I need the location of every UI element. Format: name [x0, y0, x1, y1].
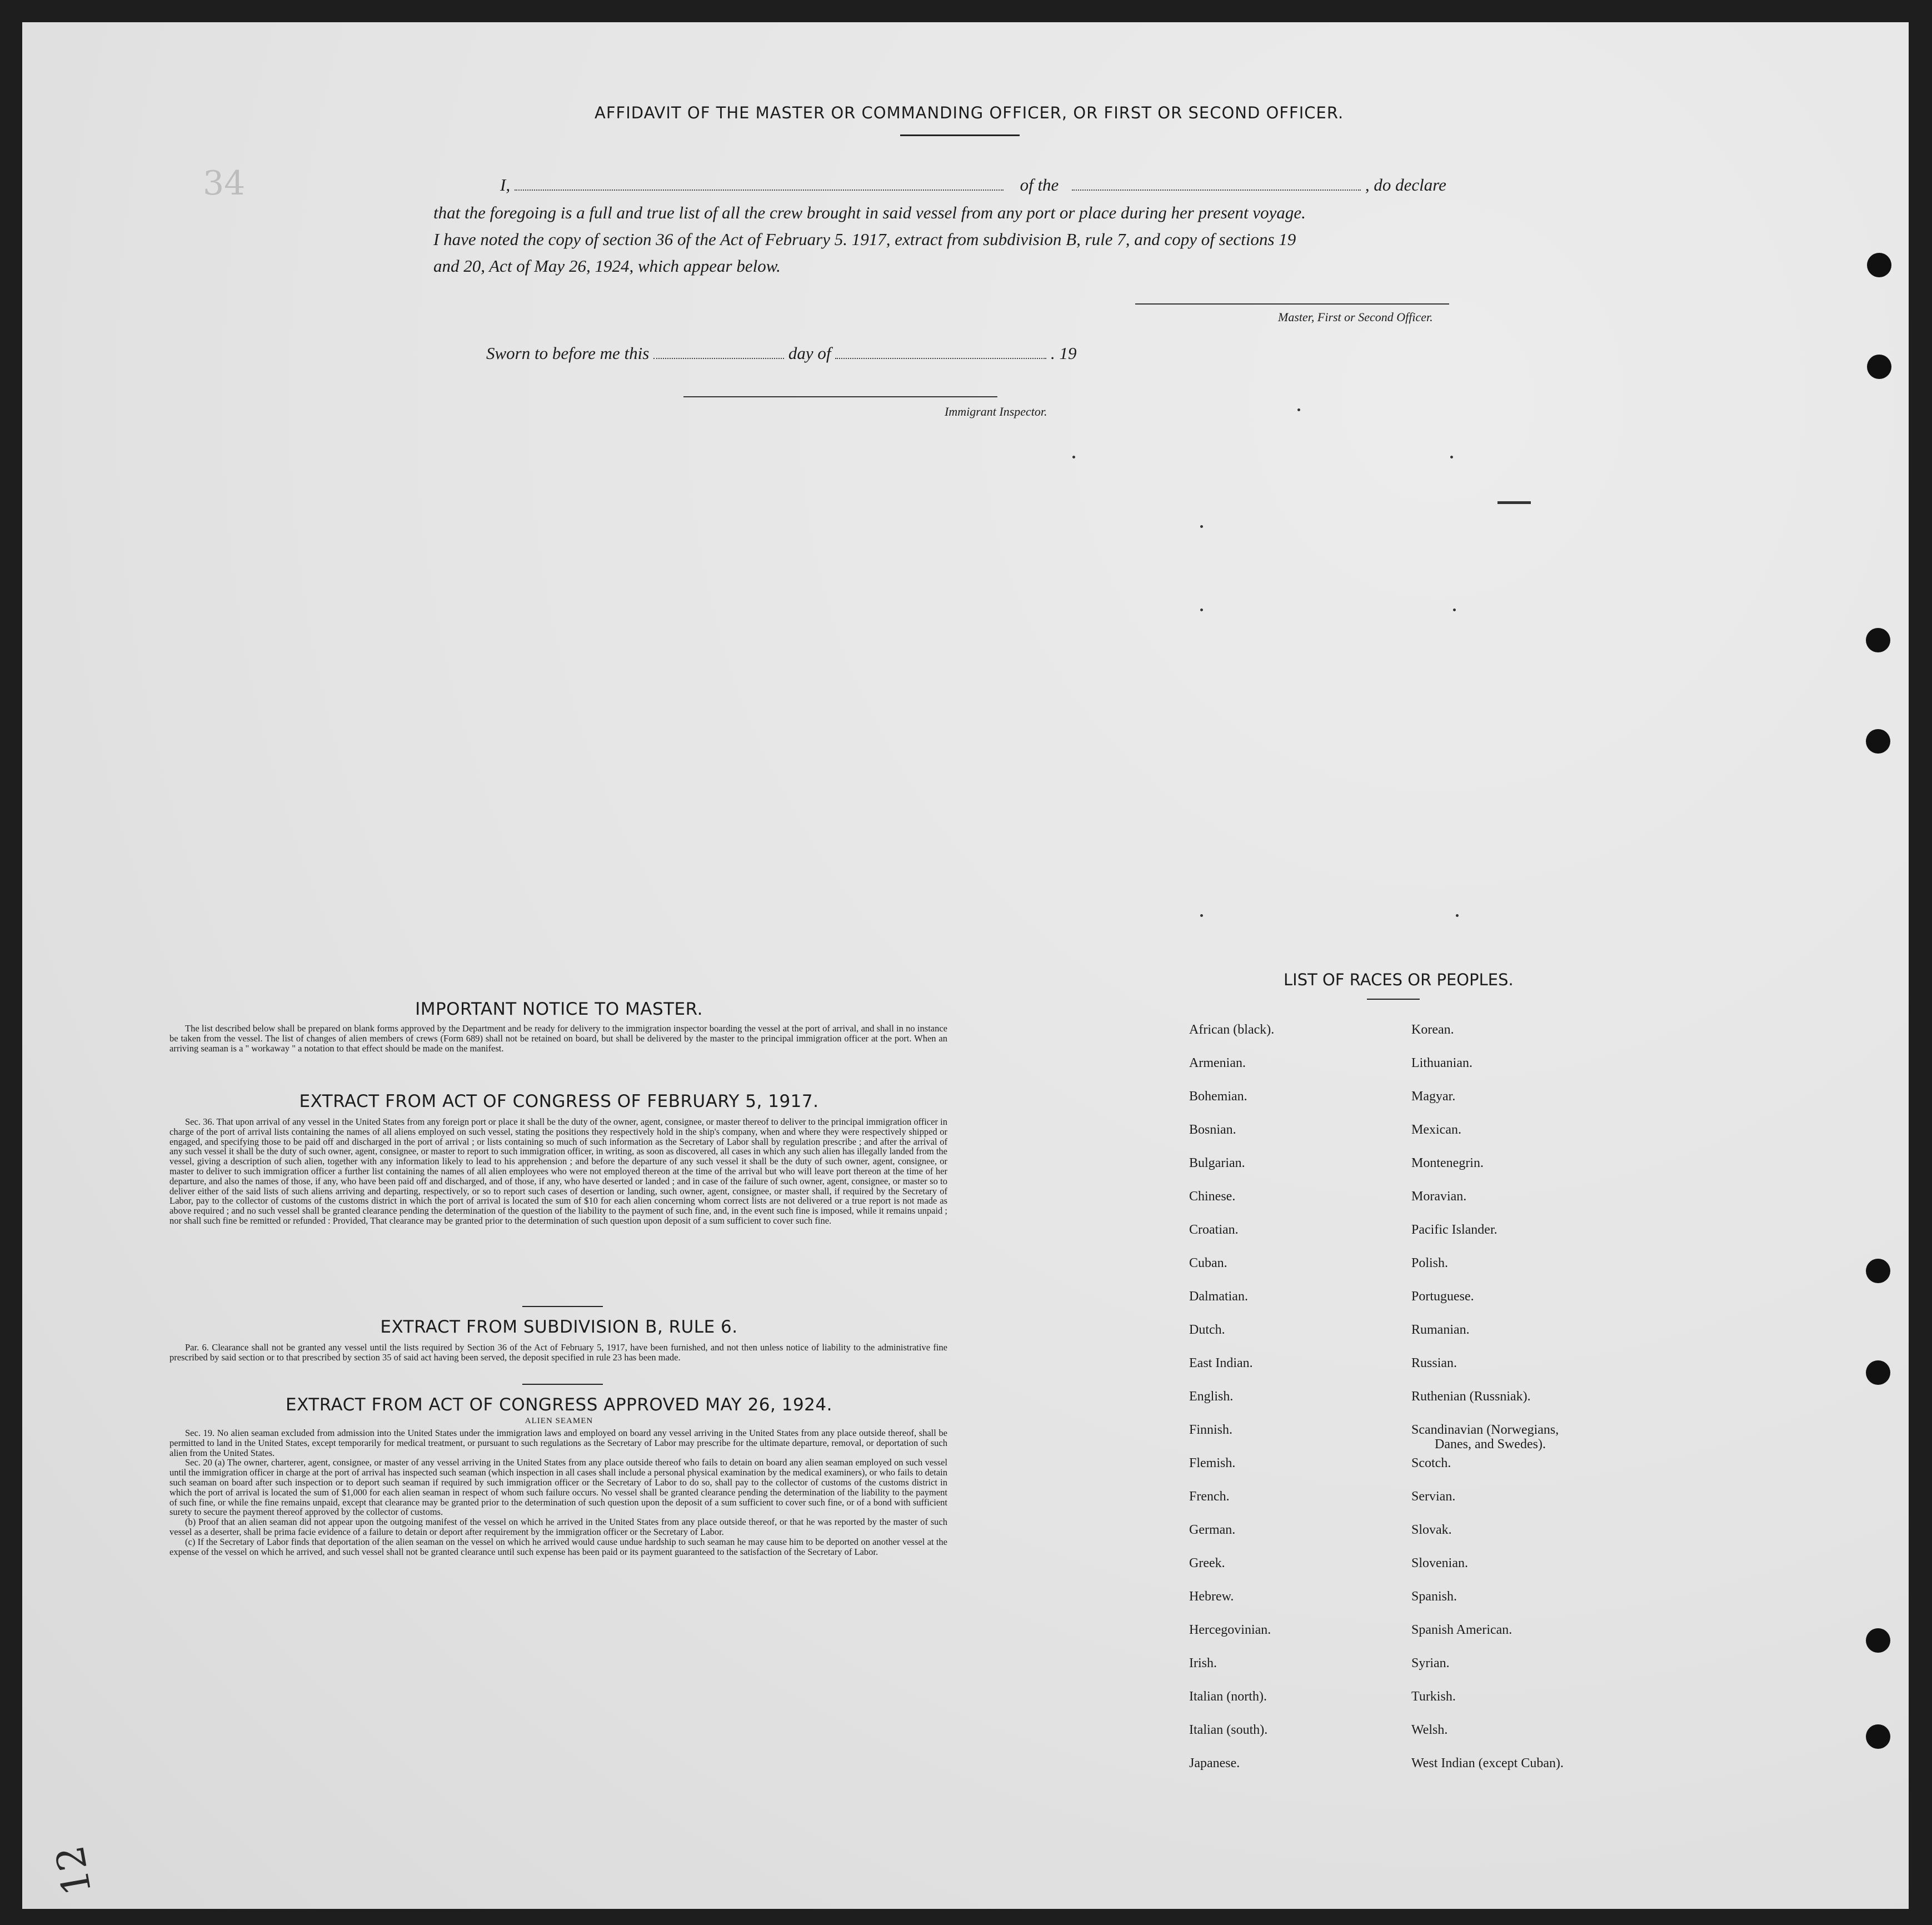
race-item: Irish.: [1189, 1656, 1217, 1670]
notice-paragraph: The list described below shall be prepared on blank forms approved by the Department and be ready for delivery to the immigration inspector boarding the vessel at the port of arrival, and shall in no instance be taken from the vessel. The list of changes of alien members of crews (Form 689) shall not be retained on board, but shall be delivered by the master to the principal immigration officer at the port. When an arriving seaman is a " workaway " a notation to that effect should be made on the manifest.: [169, 1023, 947, 1054]
race-item: Slovenian.: [1411, 1556, 1468, 1570]
race-item: Lithuanian.: [1411, 1056, 1472, 1070]
race-item: Moravian.: [1411, 1189, 1467, 1204]
race-item: Croatian.: [1189, 1223, 1239, 1237]
race-item: African (black).: [1189, 1023, 1275, 1037]
par-6-paragraph: Par. 6. Clearance shall not be granted any vessel until the lists required by Section 36 of the Act of February 5, 1917, have been furnished, and not then unless notice of liability to the administrative fine prescribed by said section or to that prescribed by section 35 of said act having been served, the deposit specified in rule 23 has been made.: [169, 1342, 947, 1363]
race-item: Spanish American.: [1411, 1623, 1512, 1637]
sworn-month-blank[interactable]: [835, 355, 1046, 359]
race-item: Servian.: [1411, 1489, 1456, 1504]
race-item: Japanese.: [1189, 1756, 1240, 1771]
affidavit-declare-label: , do declare: [1365, 175, 1446, 195]
extract-1917-title: EXTRACT FROM ACT OF CONGRESS OF FEBRUARY 5, 1917.: [299, 1091, 819, 1111]
race-item: German.: [1189, 1523, 1236, 1537]
race-item: Dutch.: [1189, 1323, 1225, 1337]
race-item: Magyar.: [1411, 1089, 1456, 1104]
race-item: Italian (south).: [1189, 1723, 1268, 1737]
binder-hole: [1866, 1259, 1890, 1283]
race-item: Russian.: [1411, 1356, 1457, 1370]
speck: [1072, 456, 1075, 458]
sworn-label: Sworn to before me this: [486, 343, 650, 363]
important-notice-body: [169, 1024, 947, 1053]
divider: [522, 1384, 603, 1385]
race-item: Welsh.: [1411, 1723, 1448, 1737]
sec-20a-paragraph: Sec. 20 (a) The owner, charterer, agent, consignee, or master of any vessel arriving in the United States from any place outside thereof who fails to detain on board any alien seaman employed on such vessel until the immigration officer in charge at the port of arrival has inspected such seaman (which inspection in all cases shall include a personal physical examination by the medical examiners), or who fails to detain such seaman on board after such inspection or to deport such seaman if required by such immigration officer or the Secretary of Labor to do so, shall pay to the collector of customs of the customs district in which the port of arrival is located the sum of $1,000 for each alien seaman in respect of whom such failure occurs. No vessel shall be granted clearance pending the determination of the liability to the payment of such fine, or while the fine remains unpaid, except that clearance may be granted prior to the determination of such question upon the deposit of a sum sufficient to cover such fine, or of a bond with sufficient surety to secure the payment thereof approved by the collector of customs.: [169, 1457, 947, 1518]
divider: [900, 134, 1020, 136]
alien-seamen-subtitle: ALIEN SEAMEN: [525, 1417, 593, 1425]
race-item-continuation: Danes, and Swedes).: [1435, 1437, 1546, 1452]
binder-hole: [1866, 1724, 1890, 1749]
affidavit-i-label: I,: [500, 175, 511, 195]
binder-hole: [1866, 729, 1890, 754]
master-signature-caption: Master, First or Second Officer.: [1278, 310, 1433, 324]
race-item: Polish.: [1411, 1256, 1449, 1270]
race-item: Hebrew.: [1189, 1589, 1234, 1604]
manifest-page: [22, 22, 1909, 1909]
race-item: Finnish.: [1189, 1423, 1233, 1437]
extract-1924-title: EXTRACT FROM ACT OF CONGRESS APPROVED MAY 26, 1924.: [286, 1395, 832, 1415]
divider: [1367, 999, 1420, 1000]
ink-smudge: [1497, 501, 1531, 504]
race-item: Korean.: [1411, 1023, 1454, 1037]
race-item: Syrian.: [1411, 1656, 1450, 1670]
race-item: English.: [1189, 1389, 1234, 1404]
race-item: Cuban.: [1189, 1256, 1227, 1270]
extract-rule6-title: EXTRACT FROM SUBDIVISION B, RULE 6.: [380, 1317, 738, 1337]
year-label: . 19: [1050, 343, 1077, 363]
sec-36-paragraph: Sec. 36. That upon arrival of any vessel in the United States from any foreign port or place it shall be the duty of the owner, agent, consignee, or master thereof to deliver to the principal immigration officer in charge of the port of arrival lists containing the names of all aliens employed on such vessel, stating the positions they respectively hold in the ship's company, when and where they were respectively shipped or engaged, and specifying those to be paid off and discharged in the port of arrival ; or lists containing so much of such information as the Secretary of Labor shall by regulation prescribe ; and after the arrival of any such vessel it shall be the duty of such owner, agent, consignee, or master to report to such immigration officer, in writing, as soon as discovered, all cases in which any such alien has illegally landed from the vessel, giving a description of such alien, together with any information likely to lead to his apprehension ; and before the departure of any such vessel it shall be the duty of such owner, agent, consignee, or master to deliver to such immigration officer a further list containing the names of all alien employees who were not employed thereon at the time of the arrival but who will leave port thereon at the time of her departure, and also the names of those, if any, who have been paid off and discharged, and of those, if any, who have deserted or landed ; and in case of the failure of such owner, agent, consignee, or master so to deliver either of the said lists of such aliens arriving and departing, respectively, or so to report such cases of desertion or landing, such owner, agent, consignee, or master shall, if required by the Secretary of Labor, pay to the collector of customs of the customs district in which the port of arrival is located the sum of $10 for each alien concerning whom correct lists are not delivered or a true report is not made as above required ; and no such vessel shall be granted clearance pending the determination of the question of the liability to the payment of such fine, and, in the event such fine is imposed, while it remains unpaid ; nor shall such fine be remitted or refunded : Provided, That clearance may be granted prior to the determination of such question upon deposit of a sum sufficient to cover such fine.: [169, 1116, 947, 1226]
races-title: LIST OF RACES OR PEOPLES.: [1284, 970, 1514, 989]
speck: [1297, 408, 1300, 411]
race-item: French.: [1189, 1489, 1230, 1504]
race-item: Scandinavian (Norwegians,: [1411, 1423, 1559, 1437]
binder-hole: [1866, 1360, 1890, 1385]
sec-20b-paragraph: (b) Proof that an alien seaman did not appear upon the outgoing manifest of the vessel on which he arrived in the United States from any place outside thereof, or that he was reported by the master of such vessel as a deserter, shall be prima facie evidence of a failure to detain or deport after requirement by the immigration officer or the Secretary of Labor.: [169, 1517, 947, 1537]
race-item: Spanish.: [1411, 1589, 1457, 1604]
race-item: Pacific Islander.: [1411, 1223, 1497, 1237]
race-item: Italian (north).: [1189, 1689, 1267, 1704]
affidavit-declaration-line: [500, 175, 1446, 195]
race-item: Scotch.: [1411, 1456, 1451, 1470]
race-item: Bulgarian.: [1189, 1156, 1245, 1170]
handwritten-page-number: 34: [203, 164, 246, 203]
speck: [1450, 456, 1453, 458]
speck: [1456, 914, 1459, 917]
sworn-line: [486, 343, 1076, 363]
affidavit-text-line: and 20, Act of May 26, 1924, which appear below.: [433, 256, 781, 276]
inspector-signature-line[interactable]: [683, 396, 997, 397]
affidavit-title: AFFIDAVIT OF THE MASTER OR COMMANDING OFFICER, OR FIRST OR SECOND OFFICER.: [595, 103, 1344, 122]
race-item: Hercegovinian.: [1189, 1623, 1271, 1637]
speck: [1200, 609, 1203, 611]
race-item: Montenegrin.: [1411, 1156, 1484, 1170]
race-item: Mexican.: [1411, 1123, 1461, 1137]
speck: [1453, 609, 1456, 611]
extract-1924-body: [169, 1428, 947, 1557]
race-item: East Indian.: [1189, 1356, 1253, 1370]
binder-hole: [1866, 628, 1890, 652]
race-item: Slovak.: [1411, 1523, 1452, 1537]
race-item: Dalmatian.: [1189, 1289, 1248, 1304]
race-item: West Indian (except Cuban).: [1411, 1756, 1564, 1771]
binder-hole: [1867, 253, 1891, 277]
affidavit-text-line: that the foregoing is a full and true list of all the crew brought in said vessel from any port or place during her present voyage.: [433, 203, 1306, 222]
inspector-signature-caption: Immigrant Inspector.: [945, 405, 1047, 418]
name-blank[interactable]: [515, 186, 1004, 191]
race-item: Greek.: [1189, 1556, 1225, 1570]
master-signature-line[interactable]: [1135, 303, 1449, 305]
vessel-blank[interactable]: [1072, 186, 1361, 191]
speck: [1200, 525, 1203, 528]
important-notice-title: IMPORTANT NOTICE TO MASTER.: [415, 999, 703, 1019]
affidavit-text-line: I have noted the copy of section 36 of the Act of February 5. 1917, extract from subdivision B, rule 7, and copy of sections 19: [433, 230, 1296, 249]
race-item: Bosnian.: [1189, 1123, 1236, 1137]
race-item: Chinese.: [1189, 1189, 1236, 1204]
handwritten-corner-mark: 12: [47, 1842, 101, 1899]
affidavit-of-label: of the: [1020, 175, 1059, 195]
race-item: Turkish.: [1411, 1689, 1456, 1704]
extract-rule6-body: [169, 1343, 947, 1363]
binder-hole: [1867, 355, 1891, 379]
binder-hole: [1866, 1628, 1890, 1653]
sworn-day-blank[interactable]: [653, 355, 784, 359]
sec-19-paragraph: Sec. 19. No alien seaman excluded from admission into the United States under the immigration laws and employed on board any vessel arriving in the United States from any place outside thereof, shall be permitted to land in the United States, except temporarily for medical treatment, or pursuant to such regulations as the Secretary of Labor may prescribe for the ultimate departure, removal, or deportation of such alien from the United States.: [169, 1428, 947, 1458]
extract-1917-body: [169, 1117, 947, 1226]
speck: [1200, 914, 1203, 917]
race-item: Rumanian.: [1411, 1323, 1470, 1337]
race-item: Flemish.: [1189, 1456, 1236, 1470]
day-of-label: day of: [788, 343, 831, 363]
race-item: Armenian.: [1189, 1056, 1246, 1070]
race-item: Ruthenian (Russniak).: [1411, 1389, 1531, 1404]
divider: [522, 1306, 603, 1307]
race-item: Portuguese.: [1411, 1289, 1474, 1304]
race-item: Bohemian.: [1189, 1089, 1247, 1104]
sec-20c-paragraph: (c) If the Secretary of Labor finds that deportation of the alien seaman on the vessel on which he arrived would cause undue hardship to such seaman he may cause him to be deported on another vessel at the expense of the vessel on which he arrived, and such vessel shall not be granted clearance until such expense has been paid or its payment guaranteed to the satisfaction of the Secretary of Labor.: [169, 1536, 947, 1557]
